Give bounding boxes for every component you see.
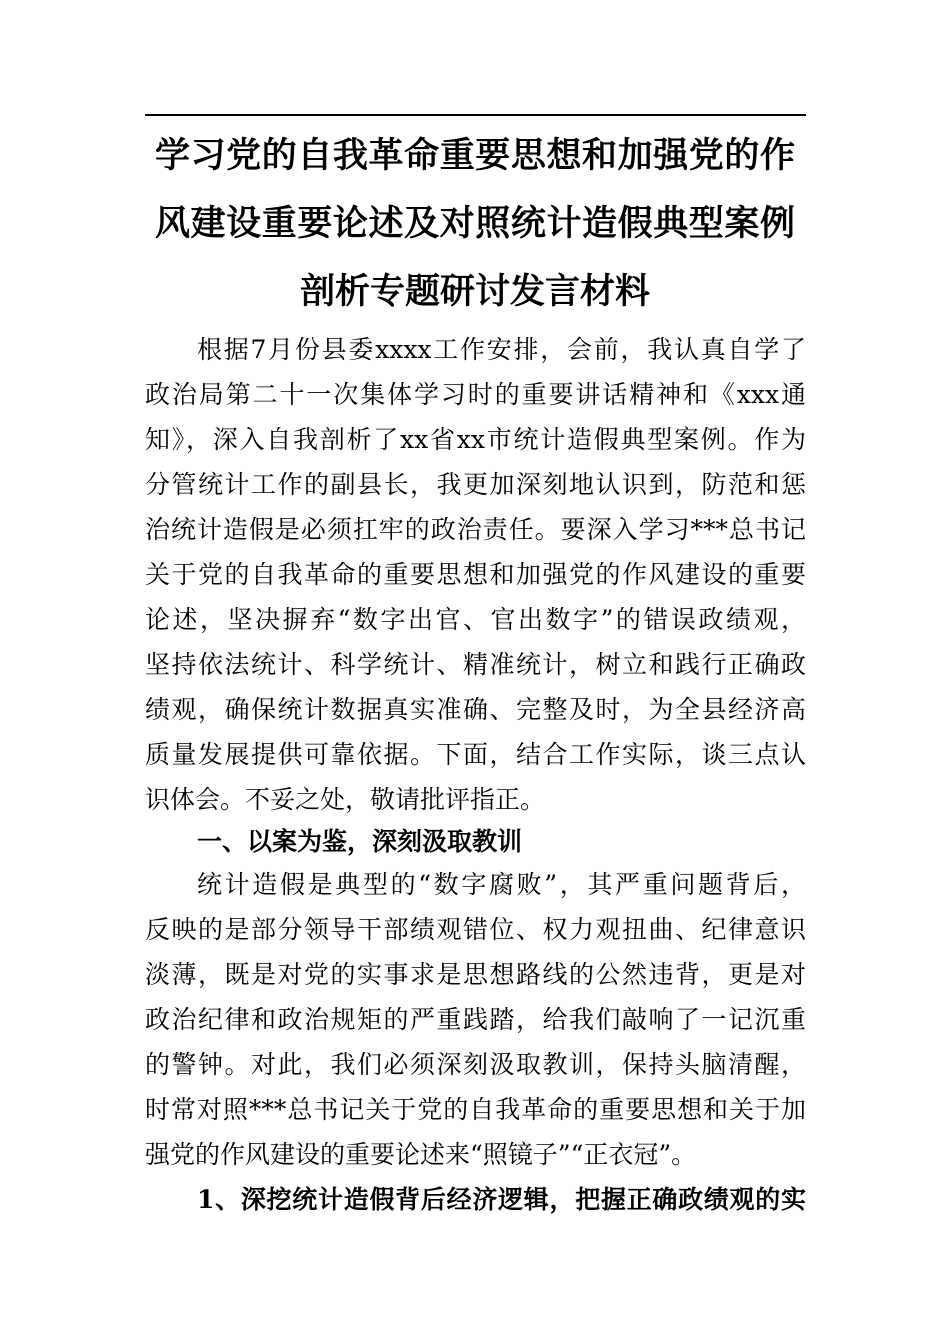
text-line: 淡薄，既是对党的实事求是思想路线的公然违背，更是对 (145, 960, 806, 989)
document-body (145, 327, 806, 1222)
text-line: 论述，坚决摒弃“数字出官、官出数字”的错误政绩观， (145, 605, 806, 634)
subsection-heading (145, 1177, 806, 1222)
text-line: 分管统计工作的副县长，我更加深刻地认识到，防范和惩 (145, 470, 806, 499)
text-line: 强党的作风建设的重要论述来“照镜子”“正衣冠”。 (145, 1140, 697, 1169)
text-line: 1、深挖统计造假背后经济逻辑，把握正确政绩观的实 (197, 1185, 806, 1214)
title-line: 风建设重要论述及对照统计造假典型案例 (155, 203, 795, 244)
text-line: 治统计造假是必须扛牢的政治责任。要深入学习***总书记 (145, 515, 806, 544)
text-line: 坚持依法统计、科学统计、精准统计，树立和践行正确政 (145, 650, 806, 679)
text-line: 绩观，确保统计数据真实准确、完整及时，为全县经济高 (145, 695, 806, 724)
text-line: 根据7月份县委xxxx工作安排，会前，我认真自学了 (197, 335, 806, 364)
text-line: 的警钟。对此，我们必须深刻汲取教训，保持头脑清醒， (145, 1050, 806, 1079)
title-line: 剖析专题研讨发言材料 (299, 271, 650, 312)
paragraph (145, 327, 806, 822)
text-line: 反映的是部分领导干部绩观错位、权力观扭曲、纪律意识 (145, 915, 806, 944)
text-line: 政治纪律和政治规矩的严重践踏，给我们敲响了一记沉重 (145, 1005, 806, 1034)
section-heading (145, 819, 806, 862)
text-line: 质量发展提供可靠依据。下面，结合工作实际，谈三点认 (145, 740, 806, 769)
paragraph (145, 862, 806, 1177)
text-line: 时常对照***总书记关于党的自我革命的重要思想和关于加 (145, 1095, 806, 1124)
title-line: 学习党的自我革命重要思想和加强党的作 (155, 135, 795, 176)
text-line: 政治局第二十一次集体学习时的重要讲话精神和《xxx通 (145, 380, 806, 409)
text-line: 知》，深入自我剖析了xx省xx市统计造假典型案例。作为 (145, 425, 806, 454)
text-line: 一、以案为鉴，深刻汲取教训 (197, 827, 523, 856)
text-line: 统计造假是典型的“数字腐败”，其严重问题背后， (197, 870, 806, 899)
document-title (155, 122, 795, 326)
text-line: 识体会。不妥之处，敬请批评指正。 (145, 785, 546, 814)
text-line: 关于党的自我革命的重要思想和加强党的作风建设的重要 (145, 560, 806, 589)
top-rule (145, 114, 806, 116)
